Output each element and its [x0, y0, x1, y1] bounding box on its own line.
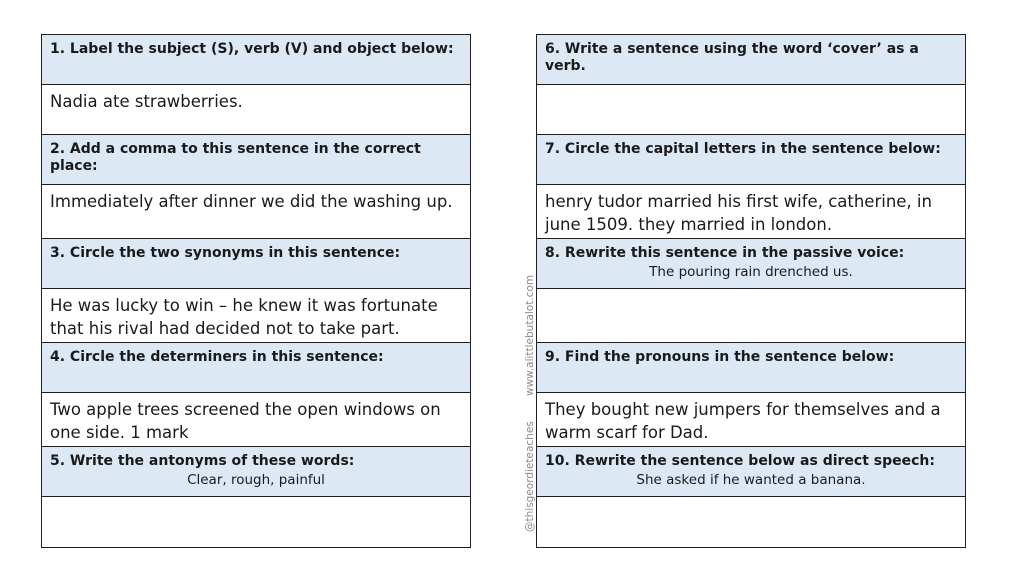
question-2-answer: Immediately after dinner we did the washing up.: [42, 185, 470, 239]
question-9-answer: They bought new jumpers for themselves and a warm scarf for Dad.: [537, 393, 965, 447]
question-5-header: [42, 447, 470, 497]
question-8-title: 8. Rewrite this sentence in the passive voice:: [545, 245, 905, 261]
question-8-sentence: The pouring rain drenched us.: [649, 264, 853, 280]
question-8-answer: [537, 289, 965, 343]
question-10-sentence: She asked if he wanted a banana.: [636, 472, 866, 488]
question-6-answer: [537, 85, 965, 135]
question-4-answer: Two apple trees screened the open windows on one side. 1 mark: [42, 393, 470, 447]
question-3-title: 3. Circle the two synonyms in this sentence:: [50, 245, 401, 261]
question-7-answer: henry tudor married his first wife, catherine, in june 1509. they married in london.: [537, 185, 965, 239]
question-2-title: 2. Add a comma to this sentence in the correct place:: [50, 141, 421, 174]
question-9-title: 9. Find the pronouns in the sentence below:: [545, 349, 895, 365]
question-5-title: 5. Write the antonyms of these words:: [50, 453, 355, 469]
question-4-header: [42, 343, 470, 393]
question-10-title: 10. Rewrite the sentence below as direct speech:: [545, 453, 935, 469]
question-1-answer: Nadia ate strawberries.: [42, 85, 470, 135]
question-1-header: [42, 35, 470, 85]
question-3-answer: He was lucky to win – he knew it was fortunate that his rival had decided not to take part.: [42, 289, 470, 343]
left-question-column: [41, 34, 471, 548]
question-10-answer: [537, 497, 965, 547]
question-9-header: [537, 343, 965, 393]
question-4-title: 4. Circle the determiners in this sentence:: [50, 349, 384, 365]
watermark-website: www.alittlebutalot.com: [524, 274, 536, 396]
right-question-column: [536, 34, 966, 548]
watermark: [524, 274, 542, 534]
question-8-header: [537, 239, 965, 289]
question-7-header: [537, 135, 965, 185]
question-6-header: [537, 35, 965, 85]
question-3-header: [42, 239, 470, 289]
question-5-answer: [42, 497, 470, 547]
question-5-words: Clear, rough, painful: [187, 472, 325, 488]
question-6-title: 6. Write a sentence using the word ‘cover’ as a verb.: [545, 41, 919, 74]
question-7-title: 7. Circle the capital letters in the sentence below:: [545, 141, 941, 157]
question-1-title: 1. Label the subject (S), verb (V) and object below:: [50, 41, 454, 57]
question-2-header: [42, 135, 470, 185]
watermark-handle: @thisgeordieteaches: [524, 421, 536, 532]
question-10-header: [537, 447, 965, 497]
